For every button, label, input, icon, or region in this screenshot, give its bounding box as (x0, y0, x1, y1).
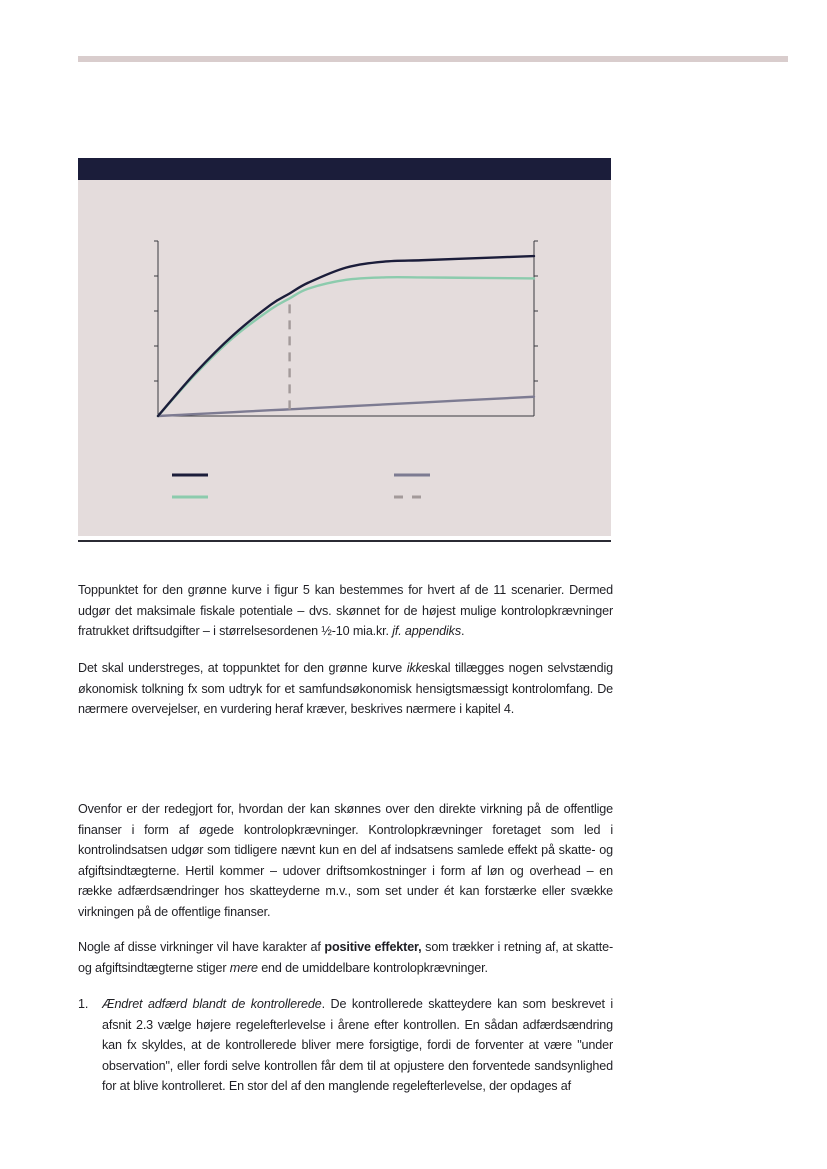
para2-rest: skal tillægges nogen selvstændig økonomisk tolkning fx som udtryk for et samfundsøkonomisk hensigtsmæssigt kontrolomfang. De nærmere overvejelser, en vurdering heraf kræver, beskrives nærmere i kapitel 4. (78, 661, 613, 716)
top-rule (78, 56, 788, 62)
series-line-1 (158, 277, 534, 416)
para2-text: Det skal understreges, at toppunktet for den grønne kurve (78, 661, 407, 675)
para2-emphasis: ikke (406, 661, 429, 675)
para4-bold: positive effekter, (324, 940, 422, 954)
para4-emphasis: mere (229, 960, 258, 975)
list-item-text: . De kontrollerede skatteydere kan som beskrevet i afsnit 2.3 vælge højere regelefterlevelse i årene efter kontrollen. En sådan adfærdsændring kan fx skyldes, at de kontrollerede bliver mere forsigtige, fordi de forventer at være "under observation", eller fordi selve kontrollen får dem til at opjustere den forventede sandsynlighed for at blive kontrolleret. En stor del af den manglende regelefterlevelse, der opdages af (102, 997, 614, 1093)
para1-ref: jf. appendiks (392, 624, 461, 638)
paragraph-understreges (78, 658, 613, 720)
figure-header-bar (78, 158, 611, 180)
paragraph-ovenfor (78, 799, 613, 922)
figure-panel (78, 180, 611, 536)
para4-end: end de umiddelbare kontrolopkrævninger. (257, 960, 488, 975)
line-chart (78, 180, 611, 536)
figure-bottom-rule (78, 540, 611, 542)
paragraph-toppunkt (78, 580, 613, 642)
para4-text: Nogle af disse virkninger vil have karakter af (78, 940, 325, 954)
list-item (78, 994, 613, 1097)
list-item-number: 1. (78, 997, 89, 1011)
series-line-2 (158, 397, 534, 416)
para1-text: Toppunktet for den grønne kurve i figur 5 kan bestemmes for hvert af de 11 scenarier. Dermed udgør det maksimale fiskale potentiale – dvs. skønnet for de højest mulige kontrolopkrævninger fratrukket driftsudgifter – i størrelsesordenen ½-10 mia.kr. (78, 583, 613, 638)
list-item-lead: Ændret adfærd blandt de kontrollerede (102, 997, 322, 1011)
paragraph-nogle (78, 937, 613, 978)
para4-mid: som trækker i retning af, at skatte- og afgiftsindtægterne stiger (78, 940, 613, 975)
numbered-list (78, 994, 613, 1097)
para1-end: . (460, 624, 465, 638)
para3-text: Ovenfor er der redegjort for, hvordan der kan skønnes over den direkte virkning på de offentlige finanser i form af øgede kontrolopkrævninger. Kontrolopkrævninger foretaget som led i kontrolindsatsen udgør som tidligere nævnt kun en del af indsatsens samlede effekt på skatte- og afgiftsindtægterne. Hertil kommer – udover driftsomkostninger i form af løn og overhead – en række adfærdsændringer hos skatteyderne m.v., som set under ét kan forstærke eller svække virkningen på de offentlige finanser. (78, 802, 613, 919)
